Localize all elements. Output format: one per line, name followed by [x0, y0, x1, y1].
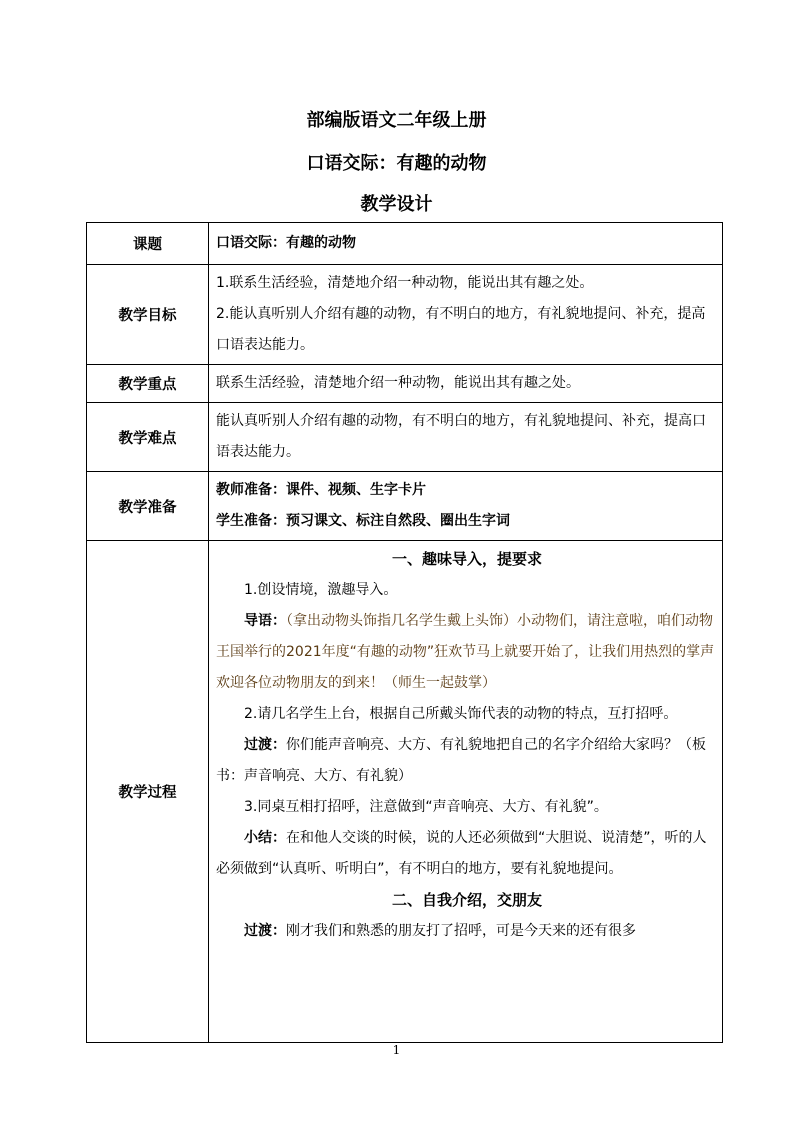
- page-number: 1: [392, 1043, 401, 1057]
- summary-paragraph: [216, 823, 718, 885]
- transition-text-2: 刚才我们和熟悉的朋友打了招呼，可是今天来的还有很多: [286, 923, 636, 939]
- table-row-topic: [87, 223, 723, 265]
- section-heading-2: 二、自我介绍，交朋友: [391, 891, 542, 909]
- process-step-2: 2.请几名学生上台，根据自己所戴头饰代表的动物的特点，互打招呼。: [244, 706, 678, 722]
- transition-label-1: 过渡：: [244, 737, 286, 753]
- row-label-objectives: 教学目标: [87, 265, 209, 365]
- row-label-process: 教学过程: [87, 541, 209, 1043]
- table-row-process: [87, 541, 723, 1043]
- table-row-difficulties: [87, 403, 723, 472]
- row-label-key-points: 教学重点: [87, 365, 209, 403]
- row-label-topic: 课题: [87, 223, 209, 265]
- row-content-key-points: [209, 365, 723, 403]
- process-step-1: 1.创设情境，激趣导入。: [244, 582, 398, 598]
- lesson-plan-table: [86, 222, 723, 1043]
- objective-2: 2.能认真听别人介绍有趣的动物，有不明白的地方，有礼貌地提问、补充，提高口语表达能力。: [216, 306, 706, 353]
- table-row-preparation: [87, 472, 723, 541]
- row-content-objectives: [209, 265, 723, 365]
- row-content-process: [209, 541, 723, 1043]
- objective-1: 1.联系生活经验，清楚地介绍一种动物，能说出其有趣之处。: [216, 275, 594, 291]
- transition-paragraph-1: [216, 730, 718, 792]
- difficulties-text: 能认真听别人介绍有趣的动物，有不明白的地方，有礼貌地提问、补充，提高口语表达能力。: [216, 413, 706, 460]
- transition-text-1: 你们能声音响亮、大方、有礼貌地把自己的名字介绍给大家吗？（板书：声音响亮、大方、有礼貌）: [216, 737, 706, 784]
- key-points-text: 联系生活经验，清楚地介绍一种动物，能说出其有趣之处。: [216, 375, 580, 391]
- row-label-preparation: 教学准备: [87, 472, 209, 541]
- intro-label: 导语：: [244, 613, 286, 629]
- document-title-line-2: 口语交际：有趣的动物: [306, 153, 487, 174]
- document-title-line-1: 部编版语文二年级上册: [306, 110, 487, 131]
- teacher-preparation: 教师准备：课件、视频、生字卡片: [216, 482, 426, 498]
- table-row-objectives: [87, 265, 723, 365]
- document-title-line-3: 教学设计: [360, 194, 433, 215]
- summary-text: 在和他人交谈的时候，说的人还必须做到“大胆说、说清楚”，听的人必须做到“认真听、听明白”，有不明白的地方，要有礼貌地提问。: [216, 830, 707, 877]
- transition-paragraph-2: [216, 916, 718, 947]
- row-content-preparation: [209, 472, 723, 541]
- intro-paragraph: [216, 606, 718, 699]
- intro-text: （拿出动物头饰指几名学生戴上头饰）小动物们，请注意啦，咱们动物王国举行的2021年度“有趣的动物”狂欢节马上就要开始了，让我们用热烈的掌声欢迎各位动物朋友的到来！（师生一起鼓掌）: [216, 613, 715, 691]
- row-content-topic: [209, 223, 723, 265]
- topic-text: 口语交际：有趣的动物: [216, 235, 356, 251]
- table-row-key-points: [87, 365, 723, 403]
- row-content-difficulties: [209, 403, 723, 472]
- row-label-difficulties: 教学难点: [87, 403, 209, 472]
- section-heading-1: 一、趣味导入，提要求: [391, 550, 542, 568]
- process-step-3: 3.同桌互相打招呼，注意做到“声音响亮、大方、有礼貌”。: [244, 799, 608, 815]
- summary-label: 小结：: [244, 830, 286, 846]
- student-preparation: 学生准备：预习课文、标注自然段、圈出生字词: [216, 513, 510, 529]
- transition-label-2: 过渡：: [244, 923, 286, 939]
